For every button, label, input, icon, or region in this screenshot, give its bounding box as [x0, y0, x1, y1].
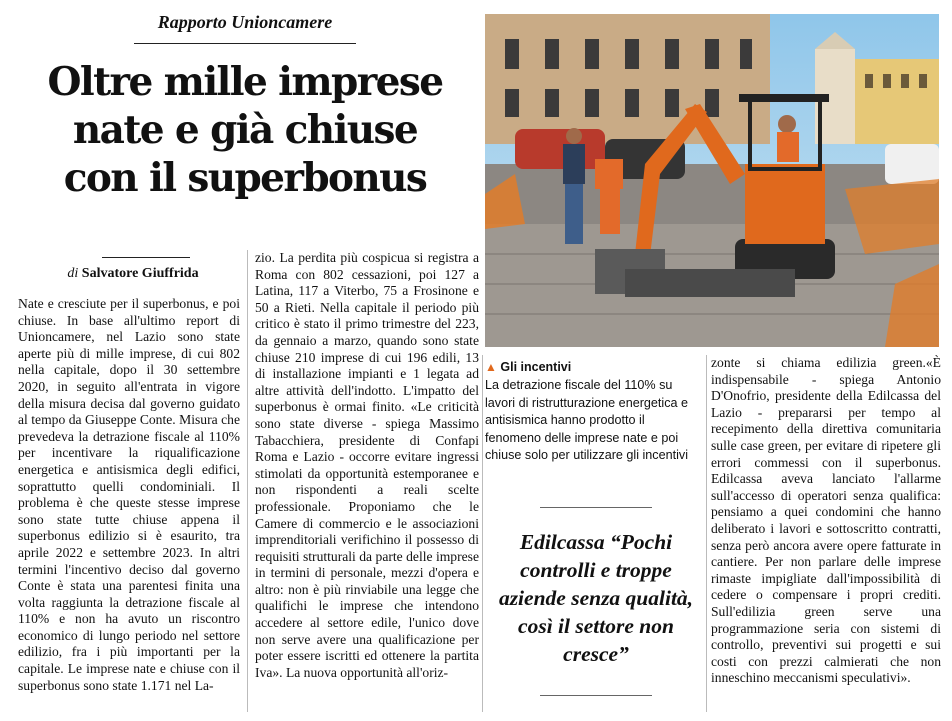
pullquote-rule-top	[540, 507, 652, 508]
column-divider	[706, 355, 707, 712]
section-kicker: Rapporto Unioncamere	[157, 12, 333, 32]
byline-divider	[102, 257, 190, 258]
column-divider	[482, 355, 483, 712]
article-column-1: Nate e cresciute per il superbonus, e poi chiuse. In base all'ultimo report di Unioncamere, nel Lazio sono state aperte più di mille imprese, di cui 802 nella capitale, dopo il 30 settembre 2020, in seguito all'entrata in vigore della misura decisa dal governo guidato al tempo da Giuseppe Conte. Misura che prevedeva la detrazione fiscale al 110% per incentivare la riqualificazione energetica e antisismica degli edifici, soprattutto quelli condominiali. Il problema è che queste stesse imprese sono state tutte chiuse appena il superbonus edilizio si è esaurito, tra aprile 2022 e settembre 2023. In altri termini l'incentivo deciso dal governo Conte è stata una parentesi finita una volta raggiunta la detrazione fiscale al 110% e non ha avuto un riscontro economico di lungo periodo nel settore edilizio, fra i più importanti per la capitale. Le imprese nate e chiuse con il superbonus sono state 1.171 nel La-	[18, 296, 240, 693]
pullquote: Edilcassa “Pochi controlli e troppe aziende senza qualità, così il settore non cresce”	[498, 530, 694, 666]
headline-line: nate e già chiuse	[72, 107, 418, 153]
byline-author: Salvatore Giuffrida	[81, 266, 199, 281]
pullquote-rule-bottom	[540, 695, 652, 696]
kicker-divider	[134, 43, 356, 44]
headline-line: con il superbonus	[63, 155, 427, 201]
caption-title-text: Gli incentivi	[500, 360, 572, 374]
byline	[18, 266, 248, 282]
article-column-3: zonte si chiama edilizia green.«È indispensabile - spiega Antonio D'Onofrio, presidente della Edilcassa del Lazio - prepararsi per tempo al recepimento della direttiva comunitaria sulle case green, per evitare di ripetere gli errori commessi con il superbonus. Edilcassa aveva lanciato l'allarme sull'accesso di operatori senza qualifica: pensiamo a quei condomini che hanno deliberato i lavori e sottoscritto contratti, senza però ancora avere opere fatturate in cantiere. Per non parlare delle imprese rimaste impigliate dall'impossibilità di cedere o compensare i propri crediti. Sull'edilizia green serve una programmazione seria con sistemi di controllo, preventivi sui progetti e sui costi con prezzi calmierati che non inneschino meccanismi speculativi».	[711, 355, 941, 686]
column-divider	[247, 250, 248, 712]
article-column-2: zio. La perdita più cospicua si registra a Roma con 802 cessazioni, poi 127 a Latina, 117 a Viterbo, 75 a Frosinone e 50 a Rieti. Nella capitale il periodo più critico è stato il primo trimestre del 223, da gennaio a marzo, quando sono state chiuse 210 imprese di cui 196 edili, 13 di installazione impianti e 1 legata ad altre attività dell'indotto. L'impatto del superbonus è ormai finito. «Le criticità sono state diverse - spiega Massimo Tabacchiera, presidente di Confapi Roma e Lazio - occorre evitare ingressi stimolati da opportunità estemporanee e non rispondenti a reali scelte professionale. Proponiamo che le Camere di commercio e le associazioni imprenditoriali verifichino il possesso di requisiti strutturali da parte delle imprese in termini di personale, mezzi d'opera e altro: non è più rinviabile una legge che qualifichi le imprese che intendono accedere al settore edile, l'unico dove non serve avere una qualificazione per poter essere iscritti ed ottenere la partita Iva». La nuova opportunità all'oriz-	[255, 250, 479, 680]
headline	[8, 58, 482, 202]
headline-line: Oltre mille imprese	[47, 59, 443, 105]
construction-photo	[485, 14, 939, 347]
caption-title	[485, 360, 571, 374]
triangle-icon: ▲	[485, 360, 497, 374]
byline-prefix: di	[67, 266, 79, 281]
photo-caption: La detrazione fiscale del 110% su lavori di ristrutturazione energetica e antisismica hanno prodotto il fenomeno delle imprese nate e poi chiuse solo per utilizzare gli incentivi	[485, 378, 689, 463]
